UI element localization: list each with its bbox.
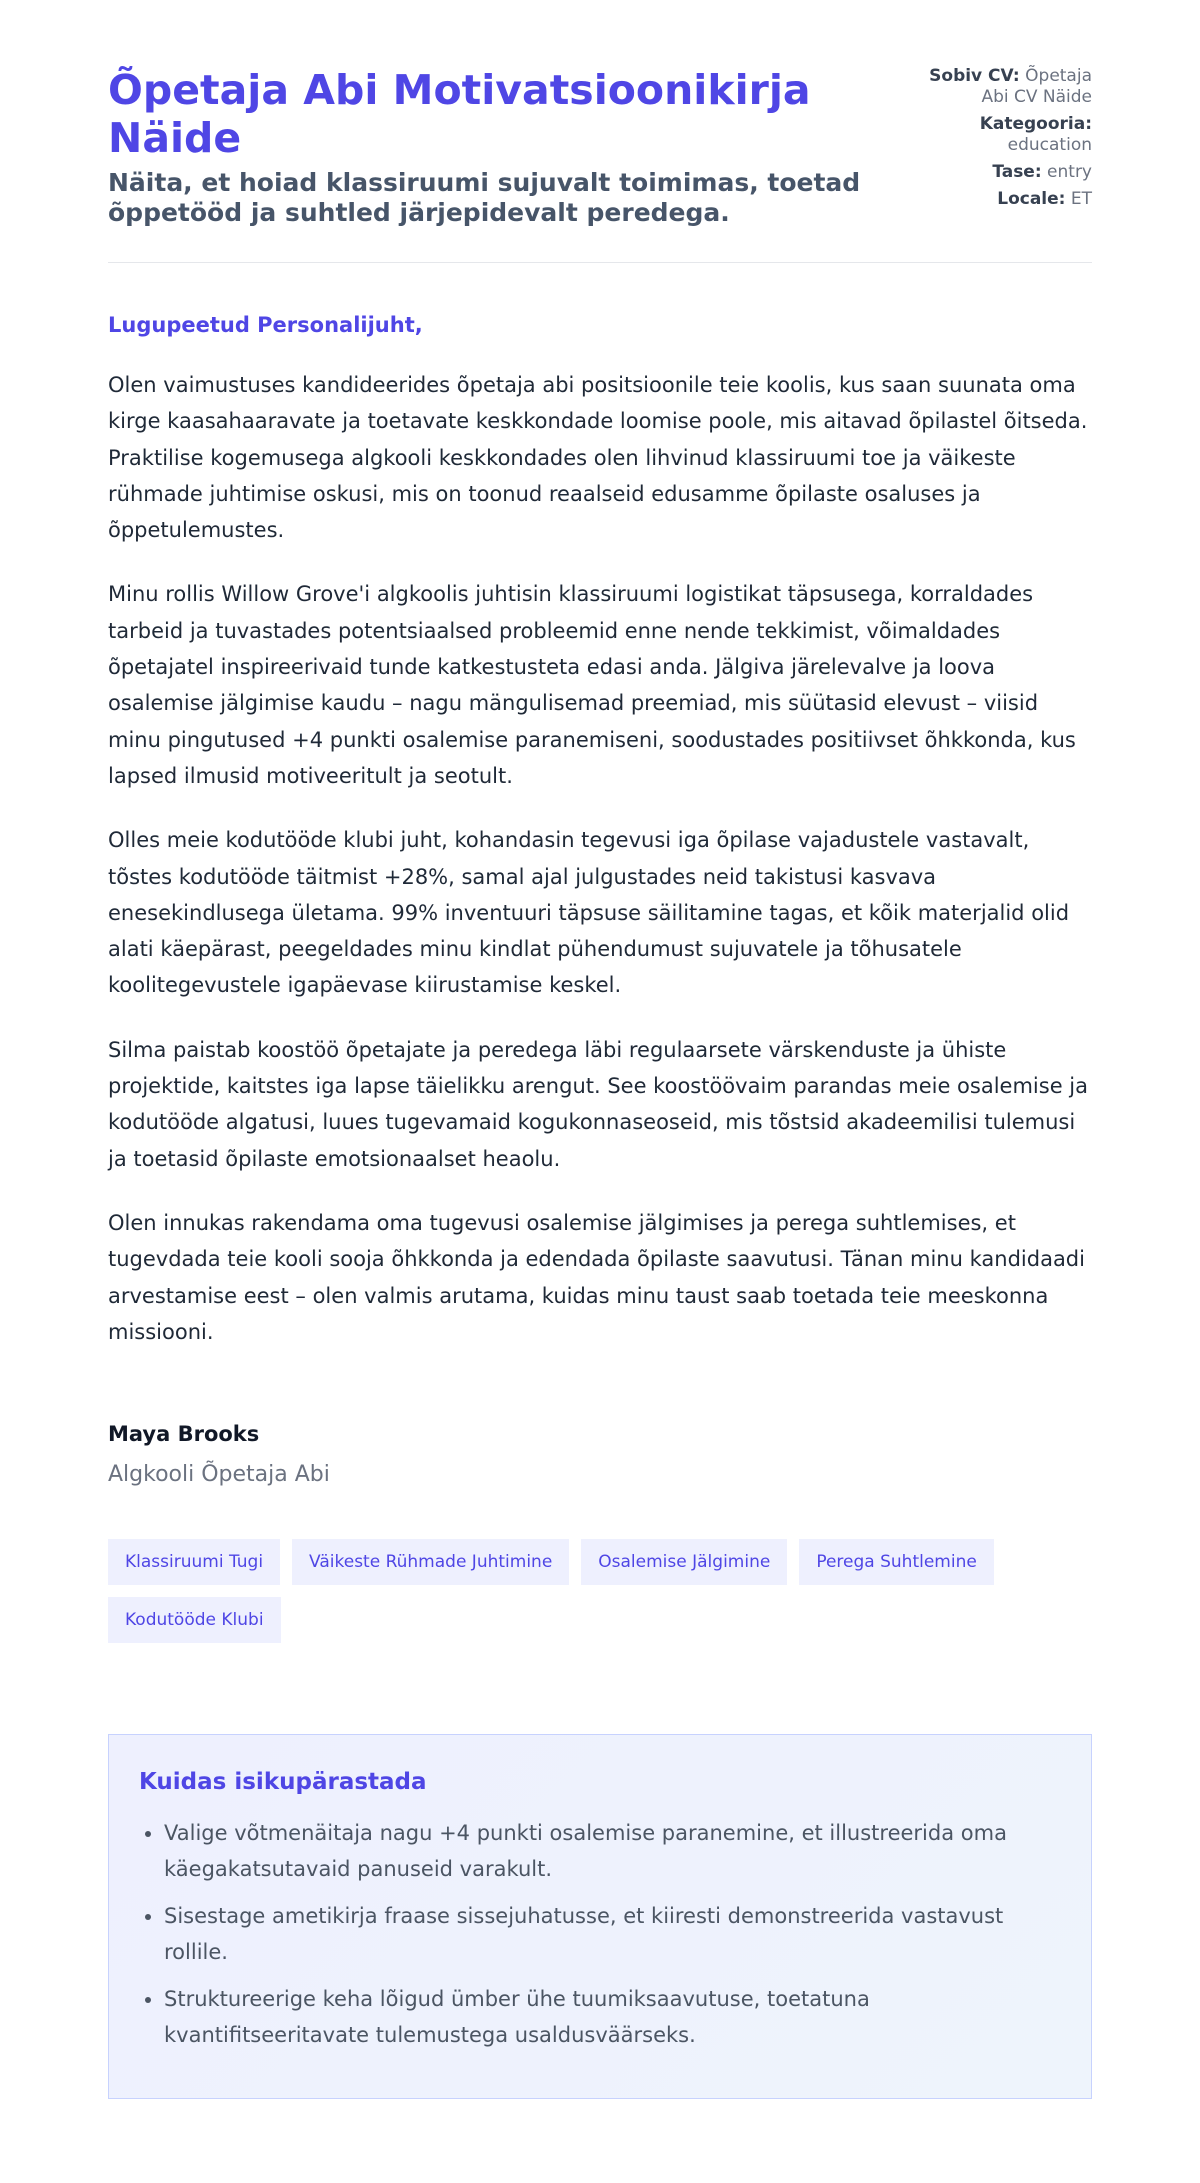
letter-paragraph: Olen vaimustuses kandideerides õpetaja abi positsioonile teie koolis, kus saan suunata oma kirge kaasahaaravate ja toetavate keskkondade loomise poole, mis aitavad õpilastel õitseda. Praktilise kogemusega algkooli keskkondades olen lihvinud klassiruumi toe ja väikeste rühmade juhtimise oskusi, mis on toonud reaalseid edusamme õpilaste osaluses ja õppetulemustes.	[108, 373, 1088, 543]
meta-locale	[922, 189, 1092, 210]
tip-item: • Struktureerige keha lõigud ümber ühe tuumiksaavutuse, toetatuna kvantifitseeritavate tulemustega usaldusväärseks.	[164, 1981, 1061, 2053]
letter-paragraph: Minu rollis Willow Grove'i algkoolis juhtisin klassiruumi logistikat täpsusega, korraldades tarbeid ja tuvastades potentsiaalsed probleemid enne nende tekkimist, võimaldades õpetajatel inspireerivaid tunde katkestusteta edasi anda. Jälgiva järelevalve ja loova osalemise jälgimise kaudu – nagu mängulisemad preemiad, mis süütasid elevust – viisid minu pingutused +4 punkti osalemise paranemiseni, soodustades positiivset õhkkonda, kus lapsed ilmusid motiveeritult ja seotult.	[108, 582, 1076, 788]
tip-item: • Valige võtmenäitaja nagu +4 punkti osalemise paranemine, et illustreerida oma käegakatsutavaid panuseid varakult.	[164, 1815, 1061, 1887]
tip-item: • Sisestage ametikirja fraase sissejuhatusse, et kiiresti demonstreerida vastavust rollile.	[164, 1898, 1061, 1970]
skill-tag: Perega Suhtlemine	[799, 1539, 994, 1585]
meta-level	[922, 162, 1092, 183]
letter-body	[108, 313, 1092, 1487]
meta-matching-cv	[922, 66, 1092, 108]
skill-tag: Väikeste Rühmade Juhtimine	[292, 1539, 569, 1585]
meta-label: Tase:	[992, 162, 1042, 182]
skill-tag: Osalemise Jälgimine	[581, 1539, 787, 1585]
skill-tags	[108, 1539, 1068, 1643]
meta-panel	[922, 66, 1092, 216]
page-title: Õpetaja Abi Motivatsioonikirja Näide	[108, 66, 811, 162]
meta-category	[922, 114, 1092, 156]
personalization-tips	[108, 1734, 1092, 2099]
letter-paragraph: Olen innukas rakendama oma tugevusi osalemise jälgimises ja perega suhtlemises, et tugevdada teie kooli sooja õhkkonda ja edendada õpilaste saavutusi. Tänan minu kandidaadi arvestamise eest – olen valmis arutama, kuidas minu taust saab toetada teie meeskonna missiooni.	[108, 1210, 1085, 1344]
salutation: Lugupeetud Personalijuht,	[108, 313, 423, 337]
page-subtitle: Näita, et hoiad klassiruumi sujuvalt toimimas, toetad õppetööd ja suhtled järjepidevalt peredega.	[108, 168, 861, 227]
signature-role: Algkooli Õpetaja Abi	[108, 1462, 330, 1488]
meta-value: Õpetaja Abi CV Näide	[981, 66, 1092, 107]
tips-title: Kuidas isikupärastada	[139, 1769, 427, 1796]
skill-tag: Kodutööde Klubi	[108, 1597, 281, 1643]
tips-list	[139, 1815, 1061, 2053]
meta-label: Sobiv CV:	[929, 66, 1020, 86]
letter-paragraph: Olles meie kodutööde klubi juht, kohandasin tegevusi iga õpilase vajadustele vastavalt, tõstes kodutööde täitmist +28%, samal ajal julgustades neid takistusi kasvava enesekindlusega ületama. 99% inventuuri täpsuse säilitamine tagas, et kõik materjalid olid alati käepärast, peegeldades minu kindlat pühendumust sujuvatele ja tõhusatele koolitegevustele igapäevase kiirustamise keskel.	[108, 828, 1070, 998]
header-title-block	[108, 66, 908, 228]
skill-tag: Klassiruumi Tugi	[108, 1539, 280, 1585]
meta-value: ET	[1070, 189, 1092, 209]
signature-name: Maya Brooks	[108, 1422, 260, 1447]
meta-label: Kategooria:	[979, 114, 1092, 134]
page-header	[108, 66, 1092, 263]
meta-label: Locale:	[997, 189, 1066, 209]
meta-value: education	[1007, 135, 1092, 155]
letter-paragraph: Silma paistab koostöö õpetajate ja peredega läbi regulaarsete värskenduste ja ühiste projektide, kaitstes iga lapse täielikku arengut. See koostöövaim parandas meie osalemise ja kodutööde algatusi, luues tugevamaid kogukonnaseoseid, mis tõstsid akadeemilisi tulemusi ja toetasid õpilaste emotsionaalset heaolu.	[108, 1037, 1088, 1171]
meta-value: entry	[1047, 162, 1092, 182]
